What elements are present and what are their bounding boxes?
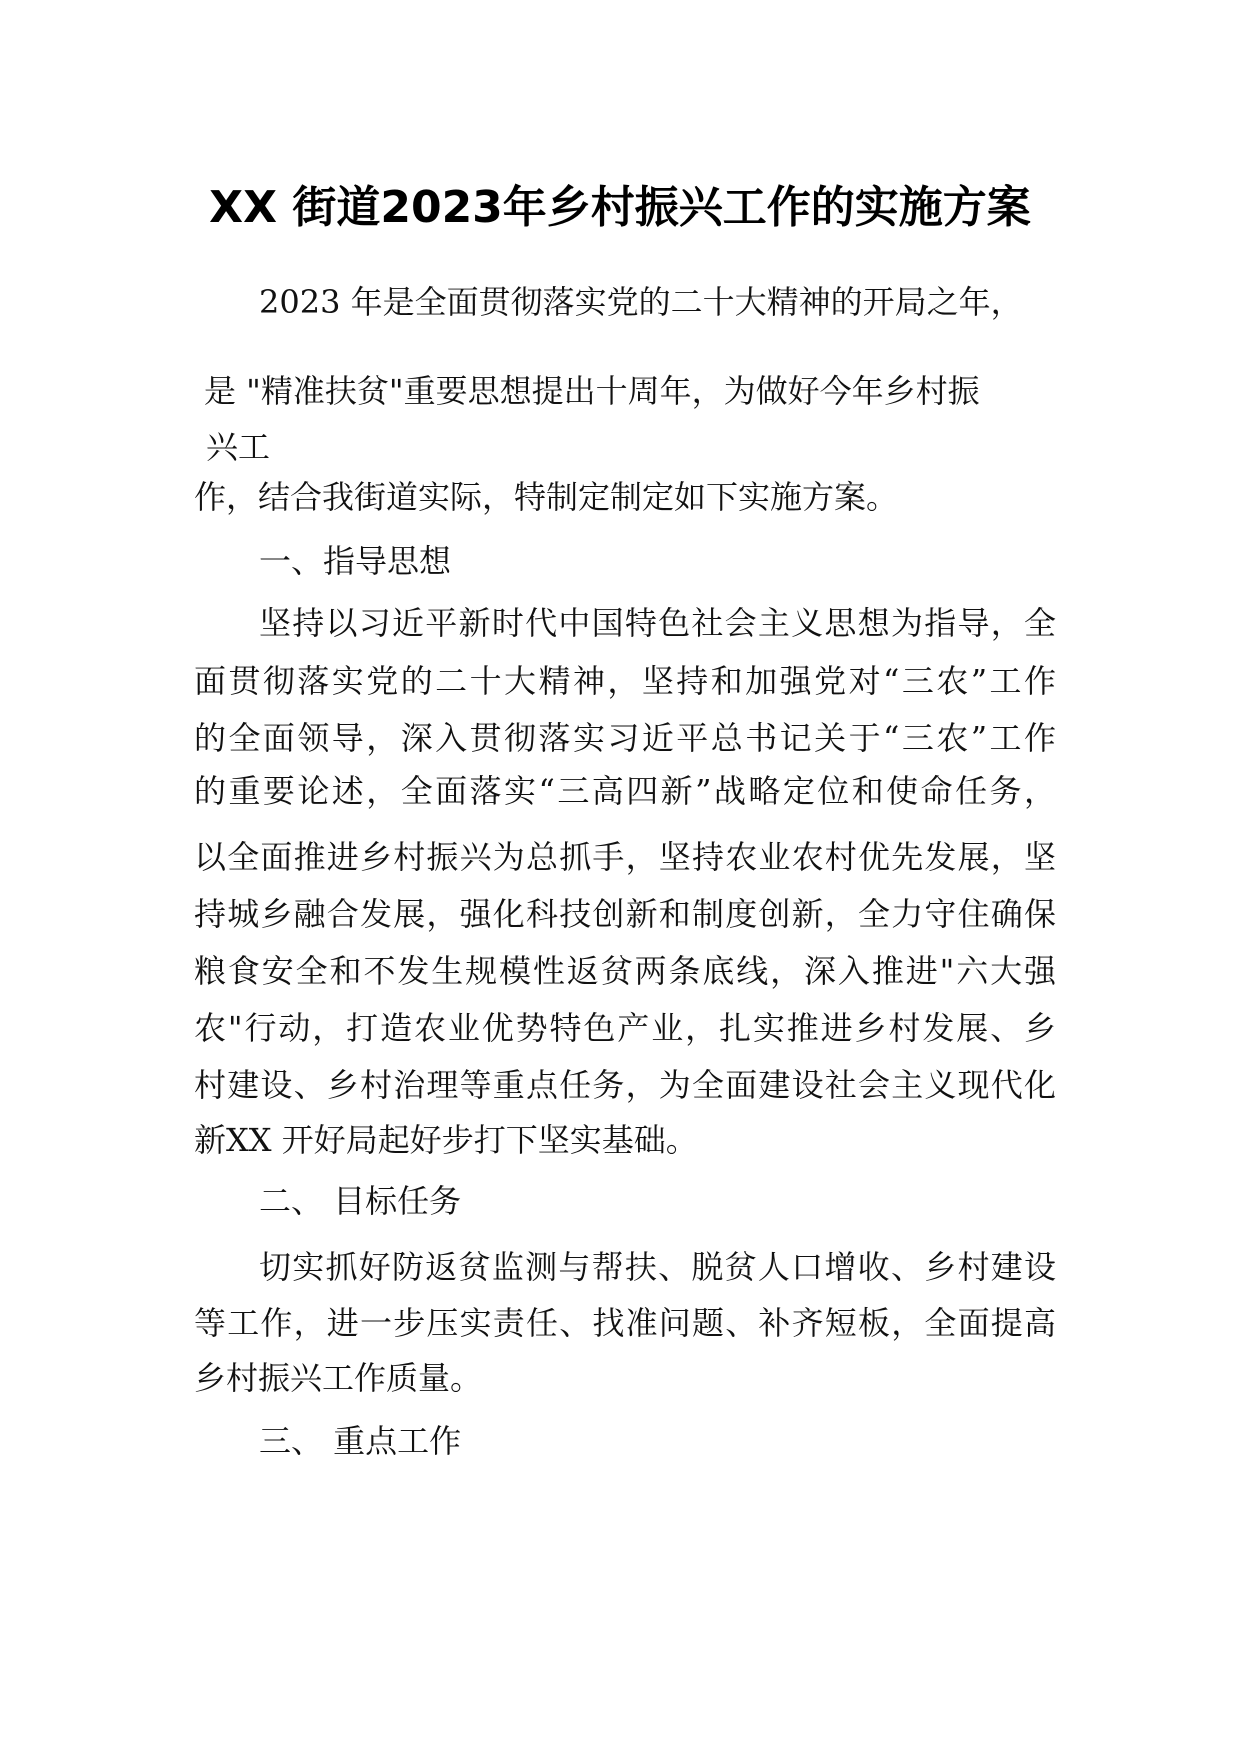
paragraph-line: 的重要论述，全面落实“三高四新”战略定位和使命任务，	[194, 772, 1056, 810]
paragraph-line: 等工作，进一步压实责任、找准问题、补齐短板，全面提高	[194, 1304, 1056, 1342]
paragraph-line: 乡村振兴工作质量。	[194, 1359, 483, 1397]
section-heading: 二、 目标任务	[259, 1182, 462, 1220]
paragraph-line: 切实抓好防返贫监测与帮扶、脱贫人口增收、乡村建设	[259, 1248, 1056, 1286]
section-heading: 三、 重点工作	[259, 1422, 462, 1460]
paragraph-line: 新XX 开好局起好步打下坚实基础。	[194, 1121, 698, 1159]
intro-line: 兴工	[206, 428, 271, 466]
paragraph-line: 面贯彻落实党的二十大精神，坚持和加强党对“三农”工作	[194, 662, 1056, 700]
document-title: XX 街道2023年乡村振兴工作的实施方案	[209, 182, 1031, 233]
paragraph-line: 村建设、乡村治理等重点任务，为全面建设社会主义现代化	[194, 1066, 1056, 1104]
paragraph-line: 的全面领导，深入贯彻落实习近平总书记关于“三农”工作	[194, 719, 1056, 757]
intro-line: 2023 年是全面贯彻落实党的二十大精神的开局之年，	[259, 283, 1023, 321]
intro-line: 作，结合我街道实际，特制定制定如下实施方案。	[194, 478, 899, 516]
paragraph-line: 以全面推进乡村振兴为总抓手，坚持农业农村优先发展，坚	[194, 838, 1056, 876]
paragraph-line: 农"行动，打造农业优势特色产业，扎实推进乡村发展、乡	[194, 1009, 1056, 1047]
paragraph-line: 持城乡融合发展，强化科技创新和制度创新，全力守住确保	[194, 895, 1056, 933]
paragraph-line: 坚持以习近平新时代中国特色社会主义思想为指导，全	[259, 604, 1056, 642]
section-heading: 一、指导思想	[259, 542, 452, 580]
paragraph-line: 粮食安全和不发生规模性返贫两条底线，深入推进"六大强	[194, 952, 1056, 990]
intro-line: 是 "精准扶贫"重要思想提出十周年，为做好今年乡村振	[204, 372, 980, 410]
